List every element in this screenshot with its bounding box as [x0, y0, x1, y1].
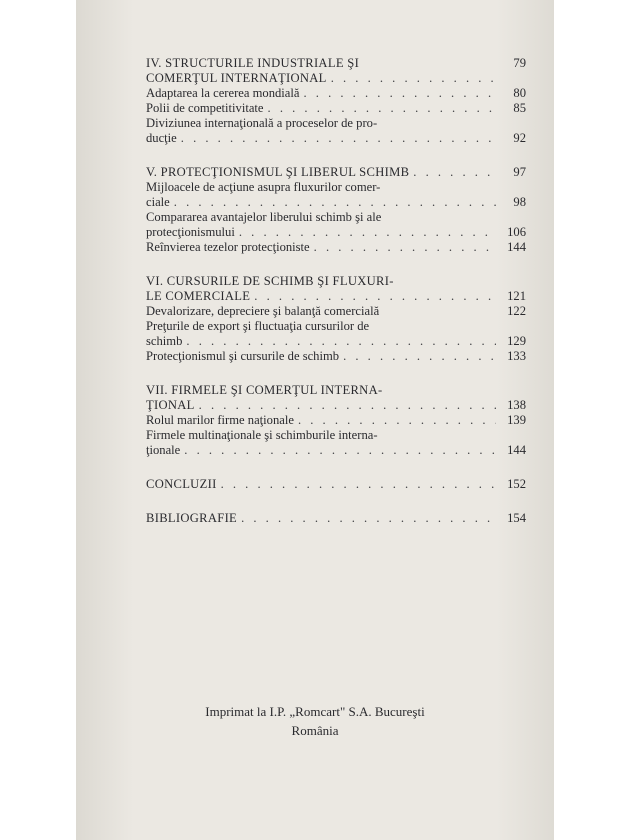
toc-entry-line	[146, 240, 526, 255]
table-of-contents	[146, 56, 526, 545]
dot-leader	[184, 443, 496, 458]
dot-leader	[268, 101, 496, 116]
toc-entry-line	[146, 131, 526, 146]
toc-page-number: 154	[507, 511, 526, 525]
dot-leader	[239, 225, 496, 240]
toc-entry-text: Reînvierea tezelor protecţioniste	[146, 240, 310, 254]
toc-section	[146, 477, 526, 492]
dot-leader	[181, 131, 496, 146]
toc-entry-text: ŢIONAL	[146, 398, 195, 412]
toc-entry-text: CONCLUZII	[146, 477, 217, 491]
dot-leader	[221, 477, 496, 492]
toc-entry-line	[146, 180, 526, 195]
dot-leader	[331, 71, 496, 86]
toc-chapter-line	[146, 511, 526, 526]
toc-chapter-line	[146, 383, 526, 398]
toc-entry-line	[146, 225, 526, 240]
toc-entry-line	[146, 195, 526, 210]
dot-leader	[174, 195, 496, 210]
toc-entry-text: LE COMERCIALE	[146, 289, 251, 303]
toc-entry-text: COMERŢUL INTERNAŢIONAL	[146, 71, 327, 85]
toc-page-number: 106	[507, 225, 526, 239]
toc-entry-text: Polii de competitivitate	[146, 101, 264, 115]
dot-leader	[298, 413, 496, 428]
toc-chapter-line	[146, 477, 526, 492]
book-page	[76, 0, 554, 840]
toc-page-number: 92	[513, 131, 526, 145]
toc-entry-line	[146, 86, 526, 101]
toc-page-number: 138	[507, 398, 526, 412]
toc-entry-line	[146, 101, 526, 116]
toc-page-number: 144	[507, 240, 526, 254]
toc-page-number: 144	[507, 443, 526, 457]
toc-entry-line	[146, 210, 526, 225]
toc-entry-text: protecţionismului	[146, 225, 235, 239]
toc-entry-line	[146, 334, 526, 349]
toc-page-number: 122	[507, 304, 526, 318]
toc-chapter-line	[146, 71, 526, 86]
toc-page-number: 139	[507, 413, 526, 427]
toc-entry-line	[146, 116, 526, 131]
toc-entry-line	[146, 349, 526, 364]
toc-page-number: 79	[513, 56, 526, 70]
toc-chapter-line	[146, 274, 526, 289]
toc-entry-line	[146, 443, 526, 458]
toc-page-number: 80	[513, 86, 526, 100]
toc-chapter-line	[146, 398, 526, 413]
toc-page-number: 133	[507, 349, 526, 363]
toc-entry-text: Protecţionismul şi cursurile de schimb	[146, 349, 340, 363]
toc-entry-text: VI. CURSURILE DE SCHIMB ŞI FLUXURI-	[146, 274, 394, 288]
toc-entry-line	[146, 319, 526, 334]
dot-leader	[186, 334, 496, 349]
toc-entry-line	[146, 304, 526, 319]
toc-page-number: 98	[513, 195, 526, 209]
toc-entry-line	[146, 428, 526, 443]
toc-page-number: 152	[507, 477, 526, 491]
dot-leader	[254, 289, 496, 304]
toc-entry-text: Compararea avantajelor liberului schimb şi ale	[146, 210, 382, 224]
toc-entry-text: Adaptarea la cererea mondială	[146, 86, 300, 100]
toc-entry-text: ducţie	[146, 131, 177, 145]
toc-entry-text: Preţurile de export şi fluctuaţia cursurilor de	[146, 319, 370, 333]
toc-entry-text: Rolul marilor firme naţionale	[146, 413, 294, 427]
toc-section	[146, 511, 526, 526]
toc-section	[146, 165, 526, 255]
dot-leader	[199, 398, 496, 413]
toc-chapter-line	[146, 289, 526, 304]
toc-entry-text: V. PROTECŢIONISMUL ŞI LIBERUL SCHIMB	[146, 165, 410, 179]
imprint-line-1: Imprimat la I.P. „Romcart" S.A. Bucureşti	[205, 704, 425, 719]
toc-page-number: 85	[513, 101, 526, 115]
toc-page-number: 97	[513, 165, 526, 179]
imprint-line-2: România	[291, 723, 339, 738]
toc-section	[146, 56, 526, 146]
toc-entry-text: VII. FIRMELE ŞI COMERŢUL INTERNA-	[146, 383, 383, 397]
dot-leader	[303, 86, 496, 101]
toc-entry-text: Diviziunea internaţională a proceselor de pro-	[146, 116, 378, 130]
toc-entry-line	[146, 413, 526, 428]
toc-entry-text: ţionale	[146, 443, 181, 457]
toc-page-number: 121	[507, 289, 526, 303]
toc-entry-text: Mijloacele de acţiune asupra fluxurilor comer-	[146, 180, 381, 194]
toc-page-number: 129	[507, 334, 526, 348]
toc-entry-text: ciale	[146, 195, 170, 209]
toc-section	[146, 274, 526, 364]
toc-entry-text: IV. STRUCTURILE INDUSTRIALE ŞI	[146, 56, 360, 70]
dot-leader	[413, 165, 496, 180]
toc-entry-text: Devalorizare, depreciere şi balanţă comercială	[146, 304, 380, 318]
toc-entry-text: Firmele multinaţionale şi schimburile interna-	[146, 428, 378, 442]
dot-leader	[343, 349, 496, 364]
toc-chapter-line	[146, 56, 526, 71]
toc-entry-text: schimb	[146, 334, 183, 348]
toc-chapter-line	[146, 165, 526, 180]
dot-leader	[314, 240, 496, 255]
toc-entry-text: BIBLIOGRAFIE	[146, 511, 238, 525]
toc-section	[146, 383, 526, 458]
dot-leader	[241, 511, 496, 526]
